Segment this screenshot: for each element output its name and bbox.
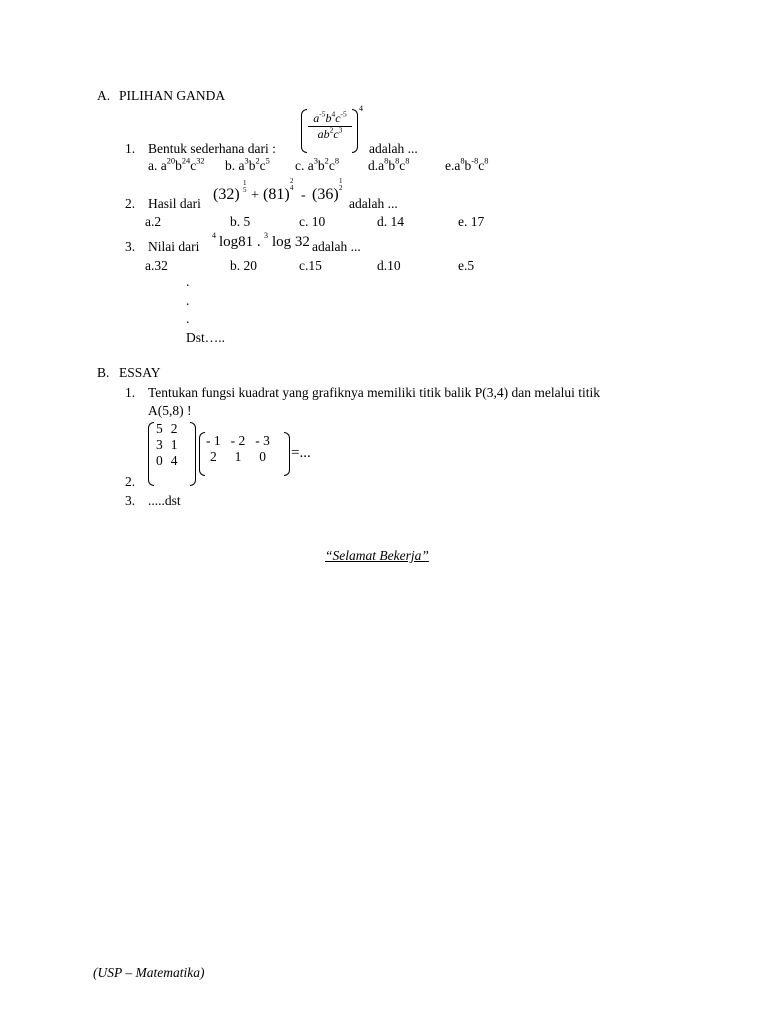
q1-text: Bentuk sederhana dari : xyxy=(148,141,276,156)
essay-q1-line2: A(5,8) ! xyxy=(148,403,192,418)
q2-suffix: adalah ... xyxy=(349,196,398,211)
q3-option-d: d.10 xyxy=(377,258,401,273)
dst-text: Dst….. xyxy=(186,330,226,345)
q3-option-b: b. 20 xyxy=(230,258,257,273)
q2-option-b: b. 5 xyxy=(230,214,251,229)
q2-number: 2. xyxy=(125,196,136,211)
essay-q1-number: 1. xyxy=(125,385,136,400)
q2-option-e: e. 17 xyxy=(458,214,485,229)
q3-text: Nilai dari xyxy=(148,239,200,254)
q1-option-e: $e.a^8b^{-8}c^8$ xyxy=(445,156,489,173)
section-a-label: A. xyxy=(97,88,111,103)
section-b-label: B. xyxy=(97,365,110,380)
q1-option-c: c. $a^3b^2c^8$ xyxy=(295,156,340,173)
continuation-dot: . xyxy=(186,274,190,289)
essay-q3-text: .....dst xyxy=(148,493,181,508)
continuation-dot: . xyxy=(186,311,190,326)
q1-option-d: $d.a^8b^8c^8$ xyxy=(368,156,410,173)
footer-text: (USP – Matematika) xyxy=(93,965,205,980)
q1-number: 1. xyxy=(125,141,136,156)
q2-option-d: d. 14 xyxy=(377,214,404,229)
q1-suffix: adalah ... xyxy=(369,141,418,156)
q3-number: 3. xyxy=(125,239,136,254)
q3-option-c: c.15 xyxy=(299,258,322,273)
q2-option-c: c. 10 xyxy=(299,214,326,229)
q3-option-e: e.5 xyxy=(458,258,475,273)
essay-q2-number: 2. xyxy=(125,474,136,489)
essay-q1-line1: Tentukan fungsi kuadrat yang grafiknya memiliki titik balik P(3,4) dan melalui titik xyxy=(148,385,600,400)
section-a-title: PILIHAN GANDA xyxy=(119,88,226,103)
q2-text: Hasil dari xyxy=(148,196,201,211)
q3-suffix: adalah ... xyxy=(312,239,361,254)
closing-text: “Selamat Bekerja” xyxy=(325,548,429,563)
essay-q3-number: 3. xyxy=(125,493,136,508)
continuation-dot: . xyxy=(186,293,190,308)
q2-option-a: a.2 xyxy=(145,214,162,229)
q1-option-a: a. $a^{20}b^{24}c^{32}$ xyxy=(148,156,205,173)
q1-option-b: b. $a^3b^2c^5$ xyxy=(225,156,270,173)
matrix-equals: =... xyxy=(291,445,311,461)
section-b-title: ESSAY xyxy=(119,365,161,380)
q3-option-a: a.32 xyxy=(145,258,168,273)
